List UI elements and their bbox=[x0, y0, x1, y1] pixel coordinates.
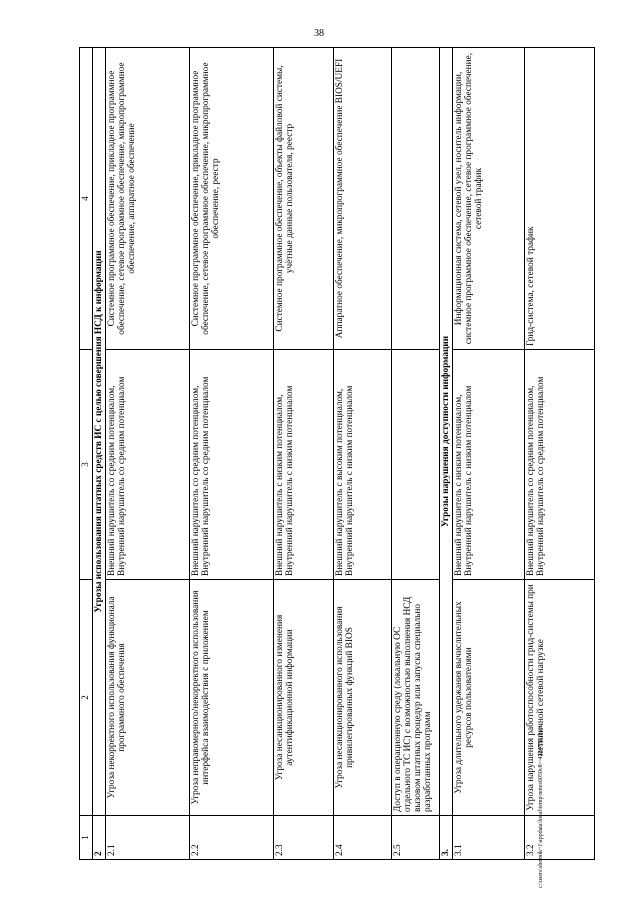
threat-cell: Угроза несанкционированного использования привилегированных функций BIOS bbox=[333, 580, 391, 816]
column-numbers-row bbox=[80, 48, 93, 860]
row-number: 2.5 bbox=[391, 816, 439, 860]
object-cell: Грид-система, сетевой трафик bbox=[524, 48, 594, 350]
threat-cell: Угроза некорректного использования функционала программного обеспечения bbox=[105, 580, 189, 816]
row-number: 3.1 bbox=[452, 816, 524, 860]
row-number: 2.3 bbox=[273, 816, 333, 860]
violator-cell: Внешний нарушитель с низким потенциалом, Внутренний нарушитель с низким потенциалом bbox=[452, 350, 524, 580]
threats-table bbox=[79, 47, 595, 860]
section-header-row bbox=[92, 48, 105, 860]
section-number: 3. bbox=[439, 816, 452, 860]
object-cell bbox=[391, 48, 439, 350]
section-header-row bbox=[439, 48, 452, 860]
row-number: 3.2 bbox=[524, 816, 594, 860]
table-row bbox=[333, 48, 391, 860]
violator-cell: Внешний нарушитель с высоким потенциалом, Внутренний нарушитель с низким потенциалом bbox=[333, 350, 391, 580]
violator-cell: Внешний нарушитель со средним потенциалом, Внутренний нарушитель со средним потенциалом bbox=[524, 350, 594, 580]
table-row bbox=[524, 48, 594, 860]
threat-cell: Угроза неправомерного/некорректного использования интерфейса взаимодействия с приложением bbox=[189, 580, 273, 816]
footer-file-path: c:\users\sbornik~1\appdata\local\temp\notes6050c8\~4224739.docx bbox=[538, 725, 544, 888]
column-number-cell: 3 bbox=[80, 350, 93, 580]
violator-cell: Внешний нарушитель со средним потенциалом, Внутренний нарушитель со средним потенциалом bbox=[189, 350, 273, 580]
table-row bbox=[189, 48, 273, 860]
object-cell: Системное программное обеспечение, прикладное программное обеспечение, сетевое программное обеспечение, микропрограммное обеспечение, аппаратное обеспечение bbox=[105, 48, 189, 350]
section-number: 2 bbox=[92, 816, 105, 860]
object-cell: Системное программное обеспечение, прикладное программное обеспечение, сетевое программное обеспечение, микропрограммное обеспечение, реестр bbox=[189, 48, 273, 350]
page-number: 38 bbox=[314, 28, 324, 39]
object-cell: Информационная система, сетевой узел, носитель информации, системное программное обеспечение, сетевое программное обеспечение, сетевой трафик bbox=[452, 48, 524, 350]
object-cell: Системное программное обеспечение, объекты файловой системы, учётные данные пользователя, реестр bbox=[273, 48, 333, 350]
violator-cell: Внешний нарушитель со средним потенциалом, Внутренний нарушитель со средним потенциалом bbox=[105, 350, 189, 580]
row-number: 2.2 bbox=[189, 816, 273, 860]
threat-cell: Угроза нарушения работоспособности грид-системы при нетипичной сетевой нагрузке bbox=[524, 580, 594, 816]
column-number-cell: 2 bbox=[80, 580, 93, 816]
threat-cell: Доступ в операционную среду (локальную ОС отдельного ТС ИС) с возможностью выполнения НСД вызовом штатных процедур или запуска специально разработанных программ bbox=[391, 580, 439, 816]
section-title: Угрозы использования штатных средств ИС с целью совершения НСД к информации bbox=[92, 48, 105, 816]
rotated-table-container bbox=[79, 48, 549, 860]
table-row bbox=[273, 48, 333, 860]
table-row bbox=[391, 48, 439, 860]
table-row bbox=[452, 48, 524, 860]
column-number-cell: 1 bbox=[80, 816, 93, 860]
violator-cell bbox=[391, 350, 439, 580]
column-number-cell: 4 bbox=[80, 48, 93, 350]
table-row bbox=[105, 48, 189, 860]
row-number: 2.4 bbox=[333, 816, 391, 860]
threat-cell: Угроза длительного удержания вычислительных ресурсов пользователями bbox=[452, 580, 524, 816]
row-number: 2.1 bbox=[105, 816, 189, 860]
threat-cell: Угроза несанкционированного изменения аутентификационной информации bbox=[273, 580, 333, 816]
object-cell: Аппаратное обеспечение, микропрограммное обеспечение BIOS/UEFI bbox=[333, 48, 391, 350]
violator-cell: Внешний нарушитель с низким потенциалом, Внутренний нарушитель с низким потенциалом bbox=[273, 350, 333, 580]
section-title: Угрозы нарушения доступности информации bbox=[439, 48, 452, 816]
